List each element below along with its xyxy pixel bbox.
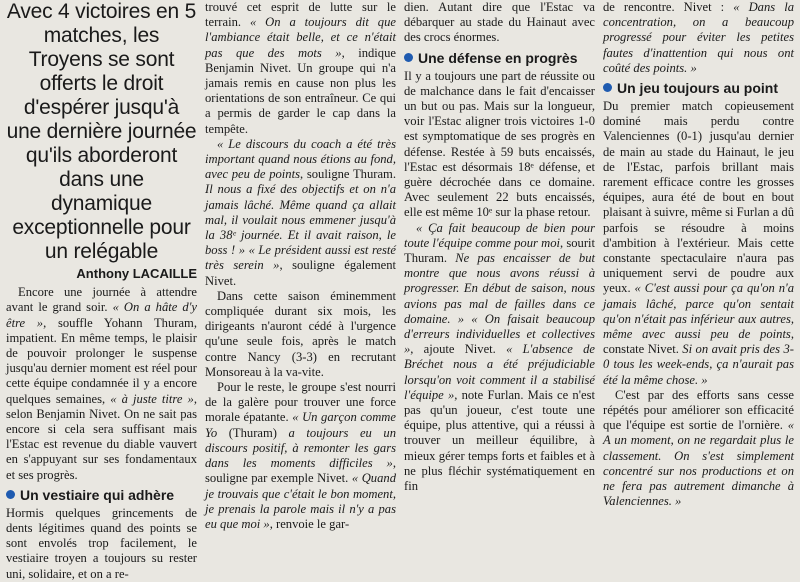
article-paragraph	[205, 0, 396, 137]
quote-text: « On faisait beaucoup d'erreurs individuelles et collectives »	[404, 311, 596, 357]
article-paragraph	[603, 388, 794, 510]
body-text: , constate Nivet.	[603, 327, 794, 357]
article-paragraph	[404, 69, 595, 221]
article-column-4	[603, 0, 794, 548]
quote-text: « On a hâte d'y être »	[6, 300, 197, 330]
article-paragraph	[6, 506, 197, 582]
body-text: , ajoute Nivet.	[410, 342, 507, 357]
quote-text: « Le discours du coach a été très important quand nous étions au fond, avec peu de points	[205, 136, 396, 182]
quote-text: « Dans la concentration, on a beaucoup progressé pour éviter les petites fautes d'inattention qui nous ont coûté des points. »	[603, 0, 794, 75]
bullet-dot-icon	[603, 83, 612, 92]
quote-text: Si on avait pris des 3-0 tous les week-ends, ça n'aurait pas été la même chose. »	[603, 342, 794, 387]
article-paragraph	[404, 221, 595, 495]
bullet-dot-icon	[404, 53, 413, 62]
quote-text: « Quand je trouvais que c'était le bon moment, je prenais la parole mais il n'y a pas eu que moi »	[205, 471, 396, 531]
body-text: C'est par des efforts sans cesse répétés pour améliorer son efficacité que l'équipe est sortie de l'ornière.	[603, 387, 794, 433]
body-text: , souligne Thuram.	[300, 167, 396, 182]
subhead-text: Un vestiaire qui adhère	[20, 486, 175, 503]
article-paragraph	[404, 0, 595, 46]
quote-text: « Un garçon comme Yo	[205, 410, 396, 440]
quote-text: « à juste titre »	[110, 391, 194, 406]
article-paragraph	[603, 99, 794, 388]
article-paragraph	[205, 137, 396, 289]
body-text: , souligne par exemple Nivet.	[205, 456, 396, 486]
bullet-dot-icon	[6, 490, 15, 499]
article-column-3	[404, 0, 595, 548]
quote-text: a toujours eu un discours positif, à remonter les gars dans les moments difficiles »	[205, 425, 396, 471]
body-text: , selon Benjamin Nivet. On ne sait pas encore si cela sera suffisant mais l'Estac est revenue du diable vauvert en s'appuyant sur ses fondamentaux et ses progrès.	[6, 391, 197, 482]
body-text: Il y a toujours une part de réussite ou de malchance dans le fait d'encaisser un but ou pas. Mais sur la longueur, voir l'Estac aligner trois victoires 1-0 est symptomatique de ses progrès en défense. Restée à 59 buts encaissés, l'Estac est désormais 18ᵉ défense, et guère décrochée dans ce domaine. Avec seulement 22 buts encaissés, elle est même 10ᵉ sur la phase retour.	[404, 68, 595, 220]
body-text: , sourit Thuram.	[404, 235, 596, 266]
quote-text: « On a toujours dit que l'ambiance était belle, et ce n'était pas que des mots »	[205, 15, 396, 60]
section-subhead	[603, 81, 794, 96]
article-paragraph	[603, 0, 794, 76]
body-text: trouvé cet esprit de lutte sur le terrain.	[205, 0, 396, 30]
article-paragraph	[205, 380, 396, 532]
article-column-1	[6, 0, 197, 581]
body-text: , note Furlan. Mais ce n'est pas qu'un joueur, c'est toute une équipe, plus attentive, qui a réussi à trouver un meilleur équilibre, à mieux gérer temps forts et faibles et à ne plus fléchir systématiquement en fin	[404, 387, 595, 494]
subhead-text: Une défense en progrès	[418, 49, 578, 66]
body-text: Hormis quelques grincements de dents légitimes quand des points se sont envolés trop facilement, le vestiaire troyen a toujours su rester uni, solidaire, et on a re-	[6, 505, 197, 581]
body-text: , renvoie le gar-	[269, 516, 350, 531]
body-text: Dans cette saison éminemment compliquée durant six mois, les dirigeants n'auront cédé à l'urgence qu'une seule fois, après le match contre Nancy (3-3) en recrutant Monsoreau à la va-vite.	[205, 288, 396, 379]
quote-text: « Le président aussi est resté très serein »	[205, 243, 396, 273]
quote-text: « L'absence de Bréchet nous a été préjudiciable lorsqu'on voit comment il a stabilisé l'équipe »	[404, 342, 595, 402]
article-headline: Avec 4 victoires en 5 matches, les Troyens se sont offerts le droit d'espérer jusqu'à une dernière journée qu'ils aborderont dans une dynamique exceptionnelle pour un relégable	[6, 0, 197, 263]
quote-text: Ne pas encaisser de but montre que nous avons réussi à progresser. En début de saison, nous avions pas mal de failles dans ce domaine. »	[404, 251, 596, 326]
body-text: , indique Benjamin Nivet. Un groupe qui n'a jamais remis en cause non plus les orientations de son entraîneur. Ce qui a permis de garder le cap dans la tempête.	[205, 45, 396, 136]
body-text: , souligne également Nivet.	[205, 258, 397, 288]
body-text: (Thuram)	[217, 425, 289, 440]
body-text: dien. Autant dire que l'Estac va débarquer au stade du Hainaut avec des crocs énormes.	[404, 0, 595, 45]
quote-text: « Ça fait beaucoup de bien pour toute l'équipe comme pour moi	[404, 220, 595, 250]
body-text: Pour le reste, le groupe s'est nourri de la galère pour trouver une force morale épatante.	[205, 380, 396, 425]
body-text: , souffle Yohann Thuram, impatient. En même temps, le plaisir de pouvoir prolonger le suspense jusqu'au dernier moment est réel pour cette équipe condamnée il y a encore quelques semaines,	[6, 315, 197, 406]
article-byline: Anthony LACAILLE	[76, 266, 197, 281]
body-text: Du premier match copieusement dominé mais perdu contre Valenciennes (0-1) jusqu'au dernier de main au stade du Hainaut, le jeu de l'Estac, parfois brillant mais rarement efficace contre les grosses équipes, aura été de bout en bout plaisant à suivre, même si Furlan a dû parfois se résoudre à moins d'ambition à l'extérieur. Mais cette constante spectaculaire n'aura pas uniquement servi de poudre aux yeux.	[603, 99, 794, 296]
article-paragraph	[205, 289, 396, 380]
article-column-2	[205, 0, 396, 548]
subhead-text: Un jeu toujours au point	[617, 80, 778, 97]
quote-text: Il nous a fixé des objectifs et on n'a jamais lâché. Même quand ça allait mal, il voulait nous emmener jusqu'à la 38ᵉ journée. Et il avait raison, le boss ! »	[205, 182, 396, 258]
body-text: Encore une journée à attendre avant le grand soir.	[6, 285, 197, 315]
section-subhead	[404, 51, 595, 66]
quote-text: « C'est aussi pour ça qu'on n'a jamais lâché, parce qu'on sentait qu'on n'était pas inférieur aux autres, même avec aussi peu de points	[603, 281, 795, 342]
quote-text: « A un moment, on ne regardait plus le classement. On s'est simplement concentré sur nos productions et on ne fera pas autrement dimanche à Valenciennes. »	[603, 418, 794, 509]
section-subhead	[6, 488, 197, 503]
body-text: de rencontre. Nivet :	[603, 0, 734, 14]
article-paragraph	[6, 285, 197, 483]
